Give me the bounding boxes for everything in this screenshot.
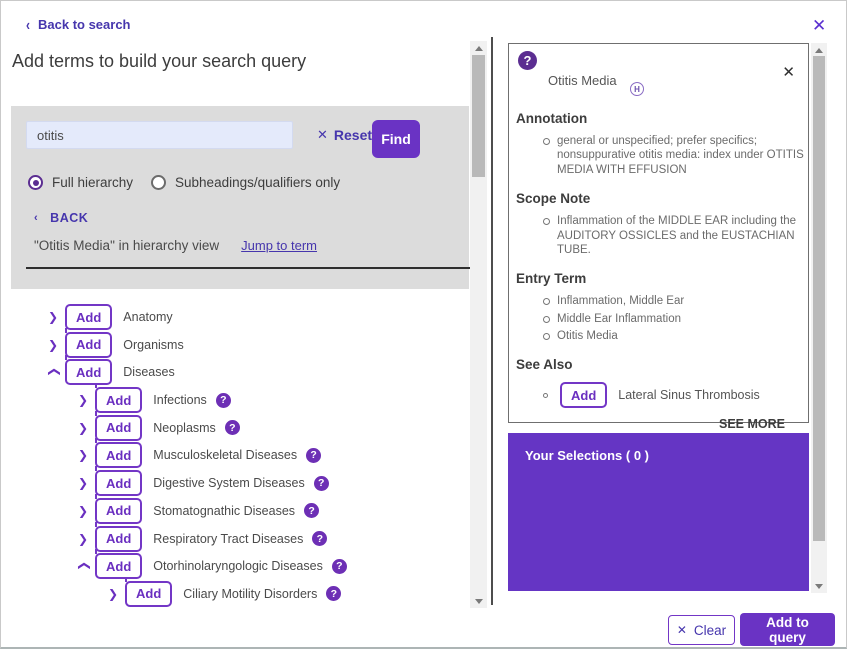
- tree-row: [1, 553, 469, 579]
- add-button[interactable]: Add: [95, 415, 142, 441]
- help-icon[interactable]: ?: [332, 559, 347, 574]
- scroll-down-icon[interactable]: [811, 580, 827, 592]
- entry-term-item: Middle Ear Inflammation: [557, 312, 819, 326]
- add-button[interactable]: Add: [65, 332, 112, 358]
- help-icon[interactable]: ?: [326, 586, 341, 601]
- add-button[interactable]: Add: [95, 498, 142, 524]
- tree-row: [1, 526, 469, 552]
- see-more-link[interactable]: SEE MORE: [719, 417, 785, 432]
- add-to-query-button[interactable]: Add to query: [740, 613, 835, 646]
- tree-row: [1, 387, 469, 413]
- help-icon[interactable]: ?: [314, 476, 329, 491]
- h-badge-icon[interactable]: H: [630, 82, 644, 96]
- help-icon[interactable]: ?: [304, 503, 319, 518]
- chevron-right-icon[interactable]: ❯: [77, 448, 89, 463]
- help-icon[interactable]: ?: [306, 448, 321, 463]
- chevron-right-icon[interactable]: ❯: [77, 503, 89, 518]
- help-icon[interactable]: ?: [518, 51, 537, 70]
- section-heading: Entry Term: [516, 271, 587, 287]
- scope-note-text: Inflammation of the MIDDLE EAR including the AUDITORY OSSICLES and the EUSTACHIAN TUBE.: [557, 214, 819, 257]
- chevron-right-icon[interactable]: ❯: [77, 531, 89, 546]
- tree-term-label: Diseases: [123, 365, 175, 380]
- add-button[interactable]: Add: [65, 304, 112, 330]
- section-heading: Scope Note: [516, 191, 591, 207]
- tree-term-label: Neoplasms: [153, 420, 216, 435]
- tree-row: [1, 581, 469, 607]
- tree-term-label: Digestive System Diseases: [153, 476, 305, 491]
- radio-subheadings-label: Subheadings/qualifiers only: [175, 175, 341, 190]
- reset-button[interactable]: [317, 127, 372, 143]
- close-term-panel-icon[interactable]: ✕: [782, 64, 795, 81]
- back-to-search-label: Back to search: [38, 17, 131, 32]
- clear-button[interactable]: [668, 615, 735, 645]
- radio-full-hierarchy-label: Full hierarchy: [52, 175, 134, 190]
- tree-term-label: Respiratory Tract Diseases: [153, 531, 304, 546]
- search-input[interactable]: [26, 121, 293, 149]
- find-button[interactable]: Find: [372, 120, 420, 158]
- add-button[interactable]: Add: [125, 581, 172, 607]
- close-dialog-icon[interactable]: ✕: [812, 16, 827, 35]
- chevron-right-icon[interactable]: ❯: [77, 476, 89, 491]
- left-scrollbar[interactable]: [470, 41, 487, 608]
- page-title: Add terms to build your search query: [12, 51, 307, 71]
- help-icon[interactable]: ?: [225, 420, 240, 435]
- divider-line: [26, 267, 471, 269]
- hierarchy-back-link[interactable]: [34, 211, 88, 225]
- entry-term-section: [515, 271, 797, 343]
- x-icon: ✕: [317, 127, 328, 142]
- section-heading: See Also: [516, 357, 573, 373]
- reset-label: Reset: [333, 127, 373, 143]
- your-selections-panel: [508, 433, 809, 591]
- annotation-section: [515, 111, 804, 177]
- tree-term-label: Infections: [153, 393, 207, 408]
- chevron-up-icon[interactable]: ❯: [76, 561, 90, 572]
- search-panel: [11, 106, 469, 289]
- scrollbar-thumb[interactable]: [472, 55, 485, 177]
- entry-term-item: Otitis Media: [557, 329, 819, 343]
- scope-note-section: [515, 191, 797, 257]
- term-title: Otitis Media: [548, 73, 617, 88]
- add-button[interactable]: Add: [560, 382, 607, 408]
- hierarchy-view-text: "Otitis Media" in hierarchy view: [34, 238, 220, 253]
- add-button[interactable]: Add: [95, 526, 142, 552]
- scroll-up-icon[interactable]: [470, 42, 487, 54]
- tree-row: [1, 470, 469, 496]
- chevron-right-icon[interactable]: ❯: [77, 393, 89, 408]
- tree-term-label: Organisms: [123, 337, 184, 352]
- tree-row: [1, 442, 469, 468]
- chevron-left-icon: ‹: [26, 15, 30, 34]
- entry-term-item: Inflammation, Middle Ear: [557, 294, 819, 308]
- see-also-section: [515, 357, 797, 431]
- scroll-down-icon[interactable]: [470, 595, 487, 607]
- add-button[interactable]: Add: [65, 359, 112, 385]
- tree-term-label: Musculoskeletal Diseases: [153, 448, 298, 463]
- radio-unselected-icon: [151, 175, 166, 190]
- x-icon: ✕: [676, 623, 687, 637]
- annotation-text: general or unspecified; prefer specifics; nonsuppurative otitis media: index under OTITIS MEDIA WITH EFFUSION: [557, 134, 819, 177]
- section-heading: Annotation: [516, 111, 588, 126]
- see-also-term-label: Lateral Sinus Thrombosis: [618, 388, 760, 403]
- tree-row: [1, 304, 469, 330]
- tree-term-label: Stomatognathic Diseases: [153, 503, 296, 518]
- radio-full-hierarchy[interactable]: [28, 175, 133, 190]
- tree-row: [1, 359, 469, 385]
- tree-term-label: Anatomy: [123, 310, 173, 324]
- help-icon[interactable]: ?: [216, 393, 231, 408]
- add-button[interactable]: Add: [95, 387, 142, 413]
- chevron-right-icon[interactable]: ❯: [47, 310, 59, 324]
- hierarchy-radio-group: [28, 175, 340, 190]
- chevron-right-icon[interactable]: ❯: [77, 420, 89, 435]
- radio-selected-icon: [28, 175, 43, 190]
- add-button[interactable]: Add: [95, 470, 142, 496]
- add-button[interactable]: Add: [95, 553, 142, 579]
- radio-subheadings-only[interactable]: [151, 175, 340, 190]
- chevron-right-icon[interactable]: ❯: [107, 586, 119, 601]
- tree-row: [1, 415, 469, 441]
- panel-divider-line: [491, 37, 493, 605]
- bullet-icon: [543, 393, 548, 398]
- tree-term-label: Otorhinolaryngologic Diseases: [153, 559, 323, 574]
- back-to-search-link[interactable]: [26, 17, 131, 32]
- add-button[interactable]: Add: [95, 442, 142, 468]
- mesh-tree: [1, 304, 469, 607]
- chevron-left-icon: ‹: [34, 212, 39, 224]
- tree-row: [1, 498, 469, 524]
- chevron-right-icon[interactable]: ❯: [47, 337, 59, 352]
- help-icon[interactable]: ?: [312, 531, 327, 546]
- tree-term-label: Ciliary Motility Disorders: [183, 586, 318, 601]
- scroll-up-icon[interactable]: [811, 44, 827, 56]
- chevron-up-icon[interactable]: ❯: [46, 367, 60, 378]
- tree-row: [1, 332, 469, 358]
- jump-to-term-link[interactable]: Jump to term: [241, 238, 318, 253]
- your-selections-title: Your Selections ( 0 ): [525, 448, 650, 463]
- term-detail-panel: [508, 43, 809, 432]
- clear-label: Clear: [693, 622, 727, 638]
- hierarchy-back-label: BACK: [50, 211, 89, 225]
